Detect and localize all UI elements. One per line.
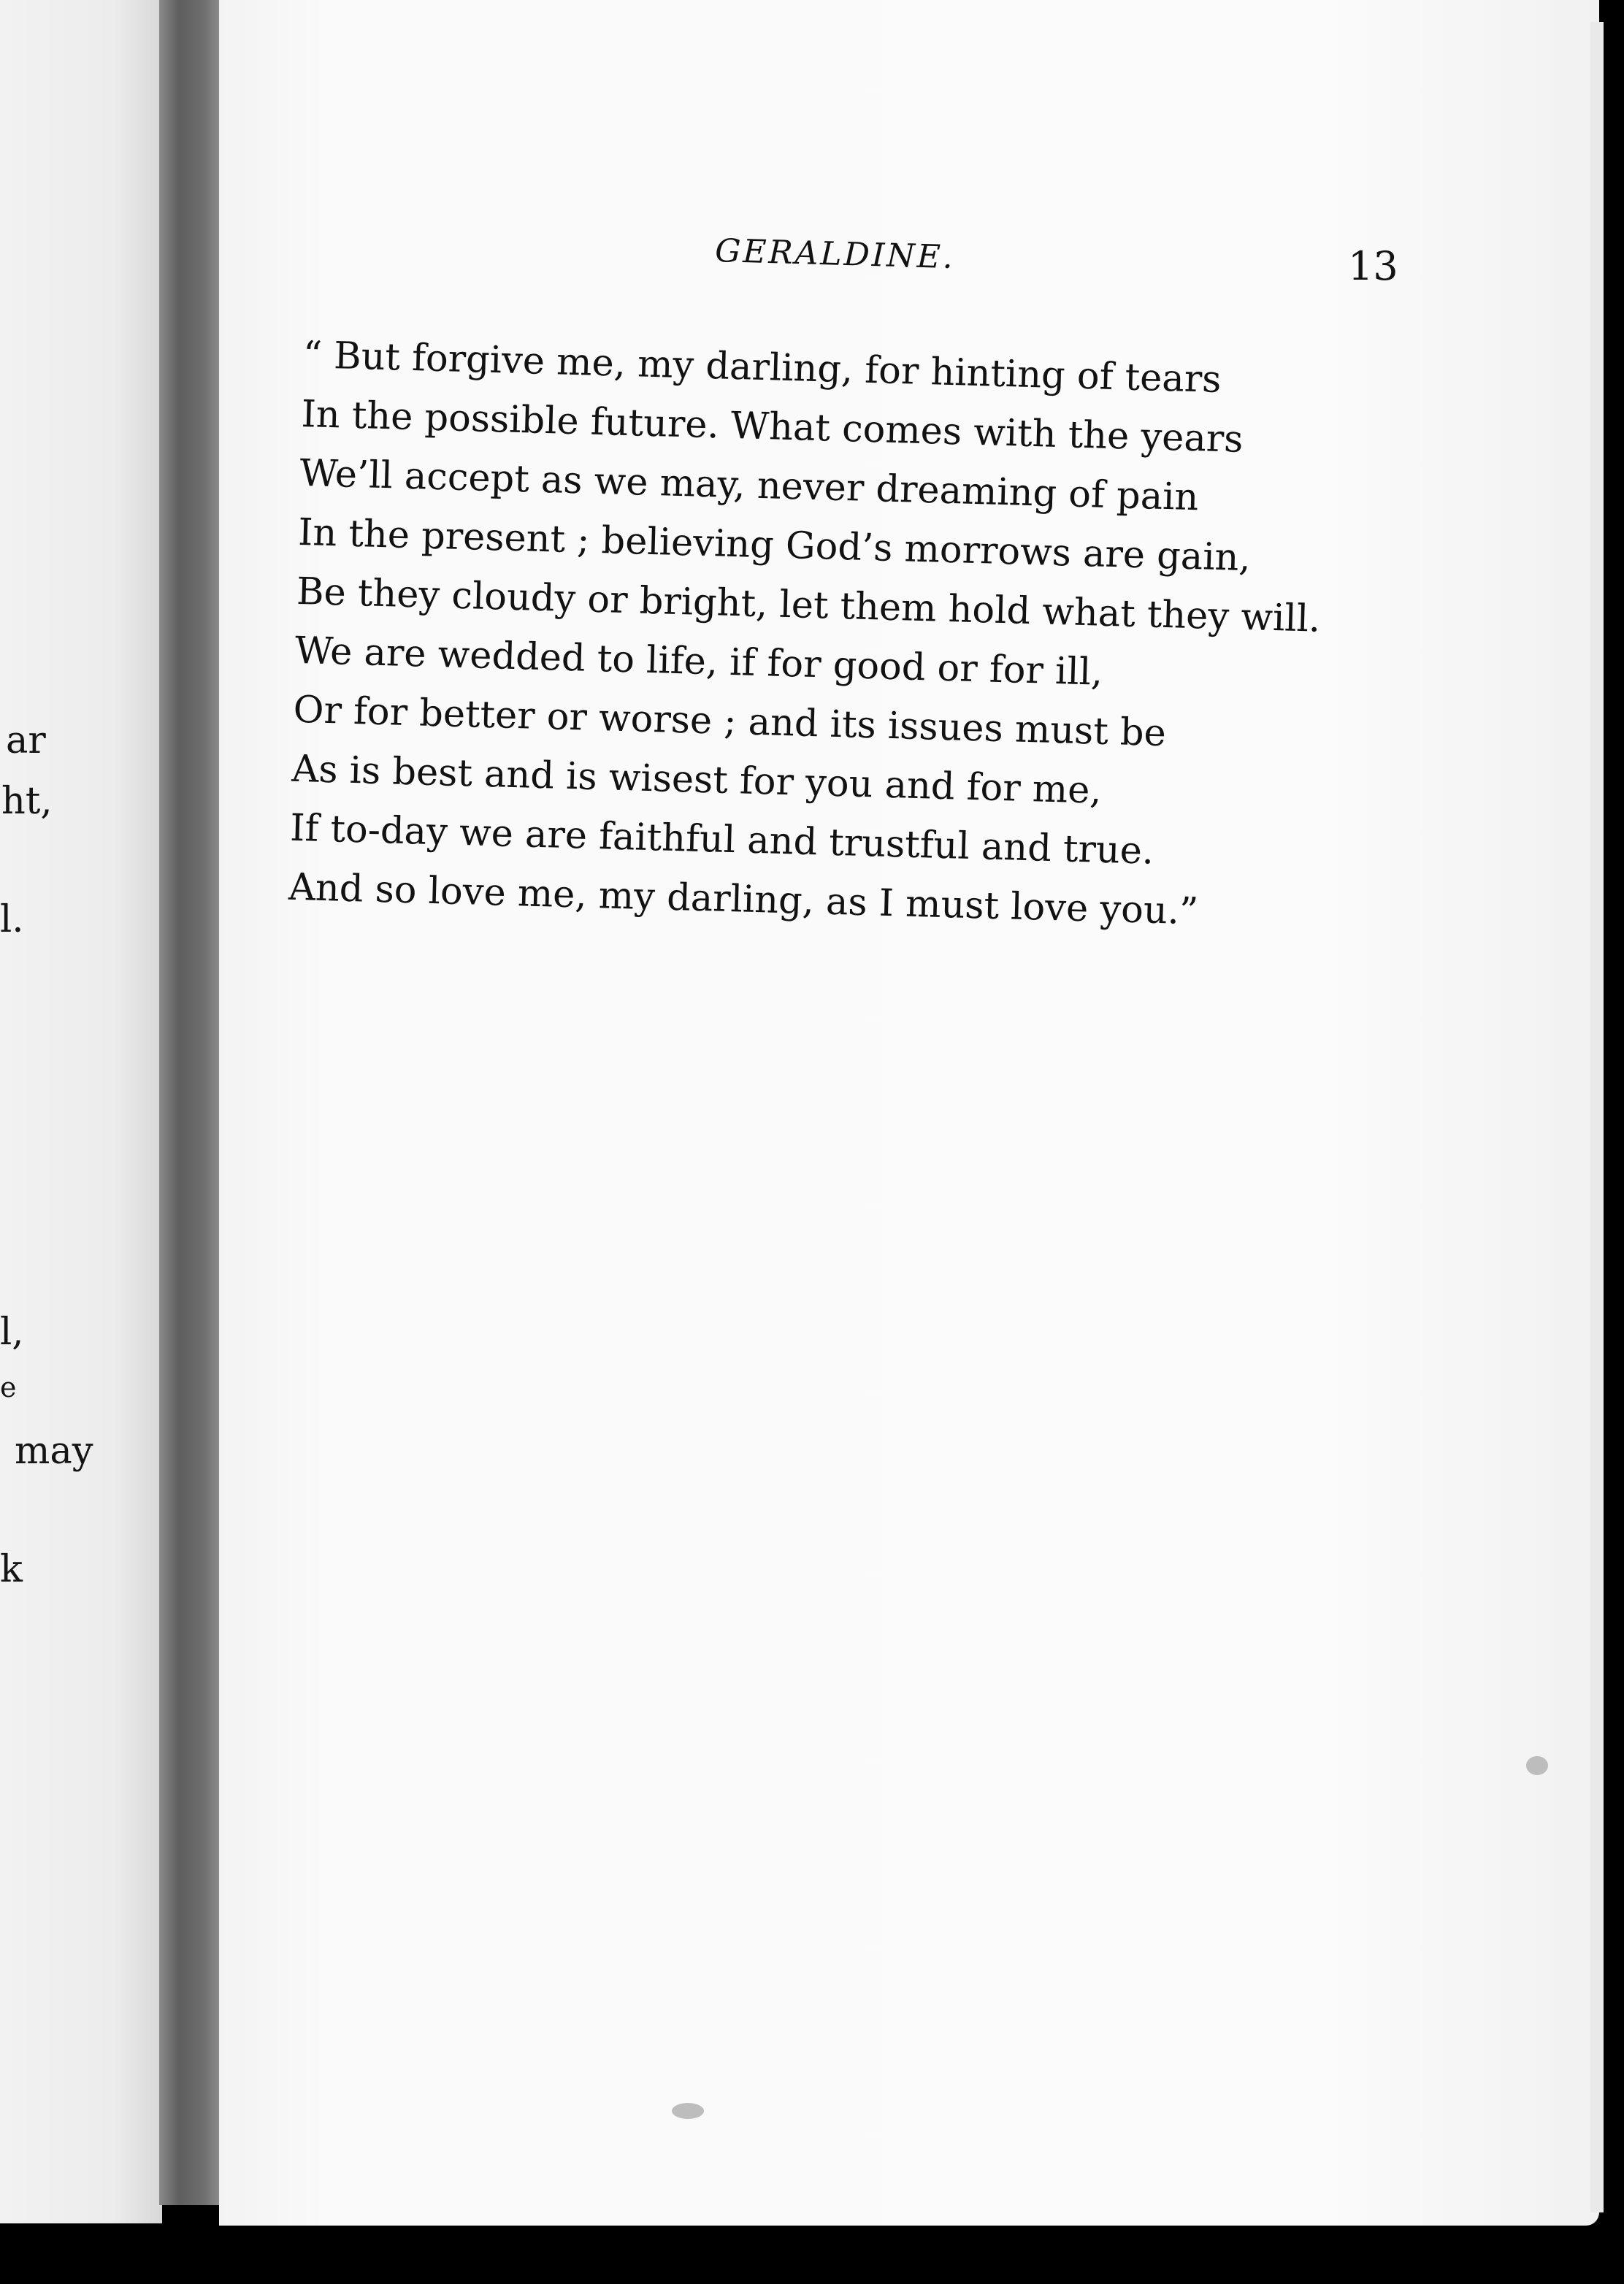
page-edge — [1590, 22, 1604, 2212]
page-number: 13 — [1348, 243, 1398, 289]
paper-speck — [1526, 1756, 1548, 1775]
verse-line: Or for better or worse ; and its issues must be — [292, 688, 1167, 756]
left-page-fragment: k — [0, 1548, 23, 1591]
paper-speck — [672, 2103, 704, 2119]
verse-line: In the present ; believing God’s morrows are gain, — [297, 510, 1252, 580]
left-page-fragment: l, — [0, 1311, 24, 1354]
verse-line: In the possible future. What comes with the years — [300, 392, 1244, 461]
running-head: GERALDINE. — [714, 232, 956, 277]
verse-line: And so love me, my darling, as I must love you.” — [288, 865, 1199, 934]
left-facing-page — [0, 0, 162, 2223]
verse-line: As is best and is wisest for you and for me, — [291, 747, 1103, 813]
left-page-fragment: ar — [6, 719, 46, 762]
verse-line: We’ll accept as we may, never dreaming of pain — [299, 451, 1200, 520]
left-page-fragment: may — [15, 1430, 93, 1473]
verse-line: If to-day we are faithful and trustful and true. — [289, 806, 1154, 873]
left-page-fragment: e — [0, 1371, 17, 1403]
left-page-fragment: l. — [0, 898, 24, 941]
left-page-fragment: ht, — [1, 780, 53, 823]
verse-line: Be they cloudy or bright, let them hold what they will. — [296, 570, 1321, 641]
poem-stanza — [288, 326, 1428, 947]
verse-line: “ But forgive me, my darling, for hinting of tears — [302, 333, 1222, 402]
verse-line: We are wedded to life, if for good or for ill, — [294, 629, 1103, 694]
